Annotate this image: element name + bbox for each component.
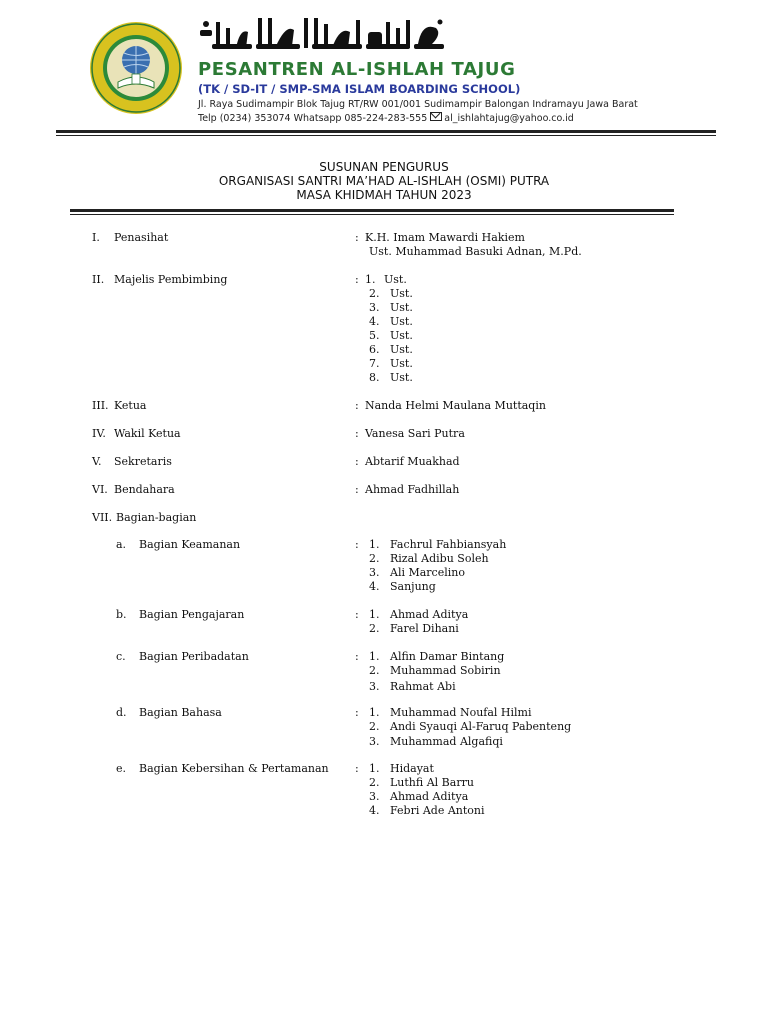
list-number: 8. [369, 371, 380, 384]
colon: : [355, 273, 359, 286]
list-number: 1. [369, 538, 380, 551]
list-number: 1. [369, 608, 380, 621]
list-item: Ust. [390, 315, 413, 328]
list-number: 4. [369, 315, 380, 328]
doc-title-line3: MASA KHIDMAH TAHUN 2023 [296, 188, 472, 202]
list-number: 6. [369, 343, 380, 356]
school-name: PESANTREN AL-ISHLAH TAJUG [198, 59, 516, 80]
list-item: Ust. [390, 329, 413, 342]
list-item: Ahmad Aditya [390, 608, 469, 621]
school-address: Jl. Raya Sudimampir Blok Tajug RT/RW 001/001 Sudimampir Balongan Indramayu Jawa Barat [198, 99, 638, 110]
list-number: 7. [369, 357, 380, 370]
list-item: Ust. [390, 357, 413, 370]
list-item: Muhammad Noufal Hilmi [390, 706, 532, 719]
list-item: Rahmat Abi [390, 680, 456, 693]
section-label-penasihat: Penasihat [114, 231, 169, 244]
title-divider-thin [70, 214, 674, 215]
colon: : [355, 231, 359, 244]
arabic-calligraphy-logo [196, 14, 448, 58]
mail-icon [430, 112, 442, 121]
colon: : [355, 608, 359, 621]
list-number: 2. [369, 287, 380, 300]
section-number: V. [92, 455, 102, 468]
doc-title-line2: ORGANISASI SANTRI MA’HAD AL-ISHLAH (OSMI) PUTRA [218, 174, 550, 188]
list-item: Rizal Adibu Soleh [390, 552, 489, 565]
header-divider [56, 130, 716, 133]
subsection-label-keamanan: Bagian Keamanan [139, 538, 241, 551]
list-number: 2. [369, 552, 380, 565]
list-number: 1. [369, 762, 380, 775]
list-item: Alfin Damar Bintang [390, 650, 505, 663]
list-number: 1. [369, 650, 380, 663]
list-number: 3. [369, 735, 380, 748]
section-label-sekretaris: Sekretaris [114, 455, 172, 468]
list-item: Ahmad Aditya [390, 790, 469, 803]
list-number: 4. [369, 804, 380, 817]
list-item: Farel Dihani [390, 622, 459, 635]
colon: : [355, 427, 359, 440]
colon: : [355, 399, 359, 412]
list-item: Sanjung [390, 580, 436, 593]
school-contact [198, 112, 574, 124]
subsection-letter: b. [116, 608, 127, 621]
colon: : [355, 483, 359, 496]
penasihat-name: K.H. Imam Mawardi Hakiem [365, 231, 525, 244]
list-number: 3. [369, 680, 380, 693]
subsection-label-peribadatan: Bagian Peribadatan [139, 650, 249, 663]
list-number: 3. [369, 790, 380, 803]
subsection-letter: c. [116, 650, 126, 663]
list-number: 4. [369, 580, 380, 593]
list-number: 2. [369, 720, 380, 733]
section-label-majelis-pembimbing: Majelis Pembimbing [114, 273, 228, 286]
list-item: Muhammad Sobirin [390, 664, 501, 677]
list-item: Ust. [390, 371, 413, 384]
list-item: Febri Ade Antoni [390, 804, 485, 817]
subsection-label-kebersihan: Bagian Kebersihan & Pertamanan [139, 762, 329, 775]
list-item: Ust. [384, 273, 407, 286]
list-number: 3. [369, 566, 380, 579]
list-item: Ust. [390, 301, 413, 314]
list-number: 1. [365, 273, 376, 286]
section-number: VI. [92, 483, 108, 496]
list-number: 5. [369, 329, 380, 342]
section-label-wakil-ketua: Wakil Ketua [114, 427, 181, 440]
list-item: Andi Syauqi Al-Faruq Pabenteng [390, 720, 572, 733]
bendahara-name: Ahmad Fadhillah [365, 483, 460, 496]
list-item: Ust. [390, 343, 413, 356]
ketua-name: Nanda Helmi Maulana Muttaqin [365, 399, 546, 412]
list-item: Fachrul Fahbiansyah [390, 538, 507, 551]
penasihat-name: Ust. Muhammad Basuki Adnan, M.Pd. [369, 245, 582, 258]
colon: : [355, 455, 359, 468]
section-label-ketua: Ketua [114, 399, 147, 412]
list-number: 3. [369, 301, 380, 314]
contact-phone: Telp (0234) 353074 Whatsapp 085-224-283-555 [198, 113, 428, 124]
subsection-label-bahasa: Bagian Bahasa [139, 706, 222, 719]
section-number: I. [92, 231, 100, 244]
colon: : [355, 762, 359, 775]
section-number: IV. [92, 427, 106, 440]
list-item: Hidayat [390, 762, 434, 775]
colon: : [355, 706, 359, 719]
contact-email: al_ishlahtajug@yahoo.co.id [444, 113, 574, 124]
list-number: 2. [369, 664, 380, 677]
school-subtitle: (TK / SD-IT / SMP-SMA ISLAM BOARDING SCHOOL) [198, 82, 521, 96]
colon: : [355, 538, 359, 551]
subsection-letter: d. [116, 706, 127, 719]
subsection-label-pengajaran: Bagian Pengajaran [139, 608, 245, 621]
title-divider [70, 209, 674, 212]
section-number: III. [92, 399, 109, 412]
list-number: 2. [369, 622, 380, 635]
section-label-bagian: Bagian-bagian [116, 511, 197, 524]
subsection-letter: a. [116, 538, 127, 551]
wakil-ketua-name: Vanesa Sari Putra [365, 427, 465, 440]
list-item: Ali Marcelino [390, 566, 465, 579]
list-number: 2. [369, 776, 380, 789]
list-number: 1. [369, 706, 380, 719]
sekretaris-name: Abtarif Muakhad [365, 455, 460, 468]
subsection-letter: e. [116, 762, 127, 775]
list-item: Muhammad Algafiqi [390, 735, 503, 748]
doc-title-line1: SUSUNAN PENGURUS [319, 160, 449, 174]
section-number: VII. [92, 511, 113, 524]
list-item: Ust. [390, 287, 413, 300]
header-divider-thin [56, 135, 716, 136]
school-logo [88, 20, 184, 116]
section-label-bendahara: Bendahara [114, 483, 175, 496]
section-number: II. [92, 273, 105, 286]
list-item: Luthfi Al Barru [390, 776, 474, 789]
colon: : [355, 650, 359, 663]
